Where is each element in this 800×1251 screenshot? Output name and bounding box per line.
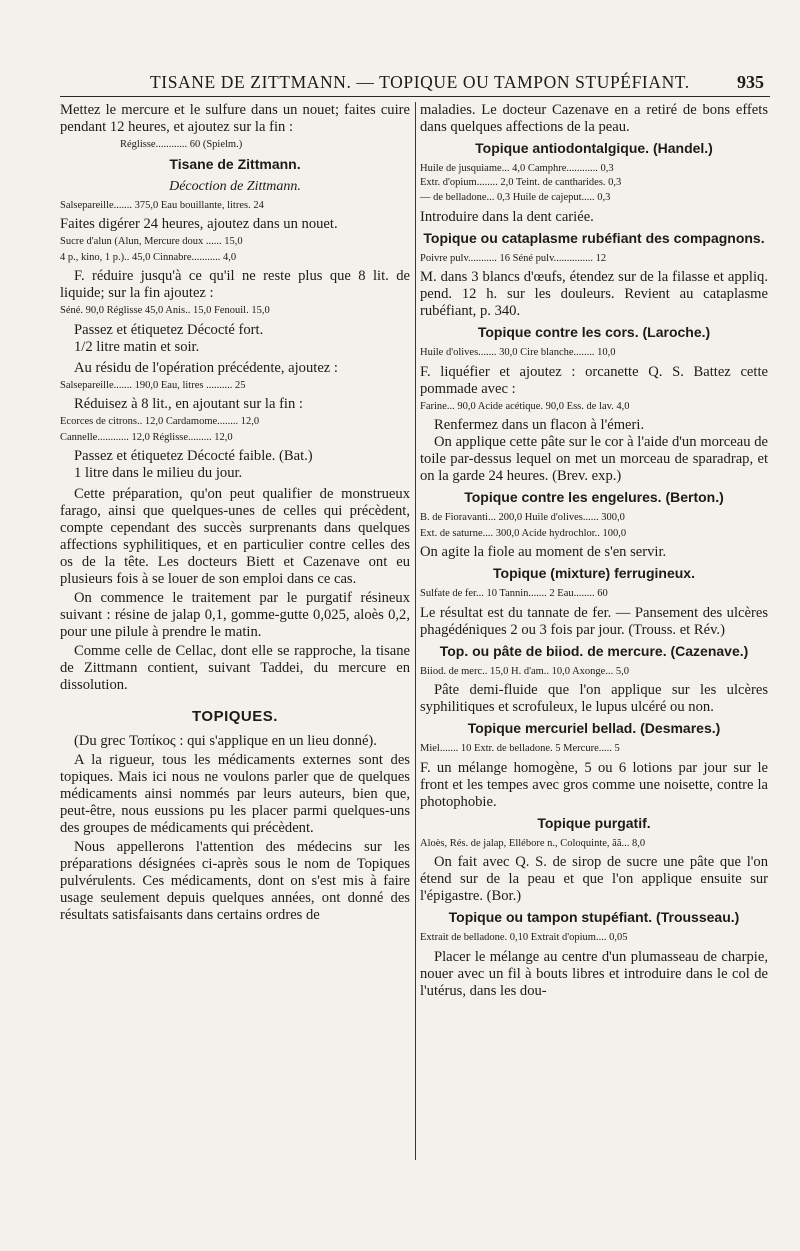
paragraph: Cette préparation, qu'on peut qualifier de monstrueux farago, ainsi que quelques-unes de celles qui précèdent, compte cependant des succès surprenants dans quelques affections syphilitiques, et en particulier contre celles des os de la tête. Les docteurs Biett et Cazenave ont eu plusieurs fois à se louer de son emploi dans ce cas. [60,486,410,587]
section-heading: Topique (mixture) ferrugineux. [493,565,695,581]
section-heading: Topique ou tampon stupéfiant. (Trousseau.) [448,909,740,925]
section-heading: Topique antiodontalgique. (Handel.) [475,140,713,156]
paragraph: Réduisez à 8 lit., en ajoutant sur la fin : [74,396,303,412]
running-title: TISANE DE ZITTMANN. — TOPIQUE OU TAMPON STUPÉFIANT. [150,72,690,92]
section-heading: Topique contre les engelures. (Berton.) [464,489,724,505]
paragraph: Au résidu de l'opération précédente, ajoutez : [74,359,338,376]
paragraph: Faites digérer 24 heures, ajoutez dans un nouet. [60,216,338,232]
paragraph: Le résultat est du tannate de fer. — Pansement des ulcères phagédéniques 2 ou 3 fois par jour. (Trouss. et Rév.) [420,604,768,638]
formula-line: Biiod. de merc.. 15,0 H. d'am.. 10,0 Axonge... 5,0 [420,665,629,677]
paragraph: Renfermez dans un flacon à l'émeri. [434,417,645,433]
paragraph: Passez et étiquetez Décocté fort. [74,321,264,338]
formula-line: Salsepareille....... 190,0 Eau, litres .......... 25 [60,379,246,391]
paragraph: On agite la fiole au moment de s'en servir. [420,544,667,560]
formula-line: 4 p., kino, 1 p.).. 45,0 Cinnabre........... 4,0 [60,251,237,263]
paragraph: On commence le traitement par le purgatif résineux suivant : résine de jalap 0,1, gomme-gutte 0,025, aloès 0,2, pour une pilule à prendre le matin. [60,590,410,640]
paragraph: On applique cette pâte sur le cor à l'aide d'un morceau de toile par-dessus lequel on met un morceau de sparadrap, et on la garde 24 heures. (Brev. exp.) [420,434,768,484]
paragraph: A la rigueur, tous les médicaments externes sont des topiques. Mais ici nous ne voulons parler que de quelques médicaments ainsi nommés par leurs auteurs, bien que, peut-être, nous eussions pu les placer parmi quelques-uns des groupes de médicaments qui précèdent. [60,752,410,836]
formula-line: Aloès, Rés. de jalap, Ellébore n., Coloquinte, ãã... 8,0 [420,837,646,849]
subheading: Décoction de Zittmann. [169,178,301,194]
paragraph: Mettez le mercure et le sulfure dans un nouet; faites cuire pendant 12 heures, et ajoutez sur la fin : [60,102,410,135]
left-column [60,102,410,924]
section-heading: Topique ou cataplasme rubéfiant des compagnons. [423,229,765,246]
paragraph: Passez et étiquetez Décocté faible. (Bat.) [74,448,313,464]
right-column [420,102,768,1000]
page-number: 935 [737,72,764,92]
paragraph: F. liquéfier et ajoutez : orcanette Q. S. Battez cette pommade avec : [420,363,768,397]
formula-line: Cannelle............ 12,0 Réglisse......... 12,0 [60,431,233,443]
formula-line: B. de Fioravanti... 200,0 Huile d'olives...... 300,0 [420,512,625,523]
section-heading: Tisane de Zittmann. [169,155,301,172]
section-heading: TOPIQUES. [192,708,278,725]
formula-line: Poivre pulv........... 16 Séné pulv............... 12 [420,252,607,264]
formula-line: Ecorces de citrons.. 12,0 Cardamome........ 12,0 [60,416,260,427]
paragraph: F. un mélange homogène, 5 ou 6 lotions par jour sur le front et les tempes avec gros comme une noisette, contre la photophobie. [420,759,768,810]
formula-line: Huile de jusquiame... 4,0 Camphre............ 0,3 [420,163,614,174]
formula-line: Réglisse............ 60 (Spielm.) [120,139,243,150]
paragraph: Nous appellerons l'attention des médecins sur les préparations désignées ci-après sous le nom de Topiques pulvérulents. Ces médicaments, dont on s'est mis à faire usage seulement depuis quelques années, ont donné des résultats satisfaisants dans certains ordres de [60,839,410,923]
formula-line: Miel....... 10 Extr. de belladone. 5 Mercure..... 5 [420,743,620,754]
formula-line: Extr. d'opium........ 2,0 Teint. de cantharides. 0,3 [420,176,622,188]
paragraph: maladies. Le docteur Cazenave en a retiré de bons effets dans quelques affections de la peau. [420,102,768,135]
formula-line: Huile d'olives....... 30,0 Cire blanche........ 10,0 [420,347,616,358]
paragraph: F. réduire jusqu'à ce qu'il ne reste plus que 8 lit. de liquide; sur la fin ajoutez : [60,268,410,301]
section-heading: Topique contre les cors. (Laroche.) [477,324,711,340]
formula-line: — de belladone... 0,3 Huile de cajeput..... 0,3 [420,192,611,203]
formula-line: Farine... 90,0 Acide acétique. 90,0 Ess. de lav. 4,0 [420,400,630,412]
section-heading: Topique mercuriel bellad. (Desmares.) [467,720,721,736]
formula-line: Salsepareille....... 375,0 Eau bouillante, litres. 24 [60,199,264,211]
paragraph: (Du grec Τοπίκος : qui s'applique en un lieu donné). [74,733,377,749]
paragraph: On fait avec Q. S. de sirop de sucre une pâte que l'on étend sur de la peau et que l'on applique ensuite sur l'épigastre. (Bor.) [420,854,768,904]
formula-line: Extrait de belladone. 0,10 Extrait d'opium.... 0,05 [420,932,628,943]
paragraph: M. dans 3 blancs d'œufs, étendez sur de la filasse et appliq. pend. 12 h. sur les douleurs. Revient au cataplasme rubéfiant, p. 340. [420,269,768,319]
paragraph: Comme celle de Cellac, dont elle se rapproche, la tisane de Zittmann contient, suivant Taddei, du mercure en dissolution. [60,643,410,693]
paragraph: Pâte demi-fluide que l'on applique sur les ulcères syphilitiques et scrofuleux, le lupus ulcéré ou non. [420,682,768,715]
column-divider [415,102,416,1160]
formula-line: Ext. de saturne.... 300,0 Acide hydrochlor.. 100,0 [420,527,627,539]
running-header [60,66,770,97]
section-heading: Top. ou pâte de biiod. de mercure. (Cazenave.) [439,642,749,659]
paragraph: Placer le mélange au centre d'un plumasseau de charpie, nouer avec un fil à bouts libres et introduire dans le col de l'utérus, dans les dou- [420,948,768,999]
formula-line: Sucre d'alun (Alun, Mercure doux ...... 15,0 [60,236,243,247]
section-heading: Topique purgatif. [537,814,651,831]
paragraph: 1 litre dans le milieu du jour. [74,465,243,481]
formula-line: Séné. 90,0 Réglisse 45,0 Anis.. 15,0 Fenouil. 15,0 [60,305,270,316]
paragraph: Introduire dans la dent cariée. [420,208,594,225]
paragraph: 1/2 litre matin et soir. [74,338,200,355]
formula-line: Sulfate de fer... 10 Tannin....... 2 Eau........ 60 [420,588,608,599]
